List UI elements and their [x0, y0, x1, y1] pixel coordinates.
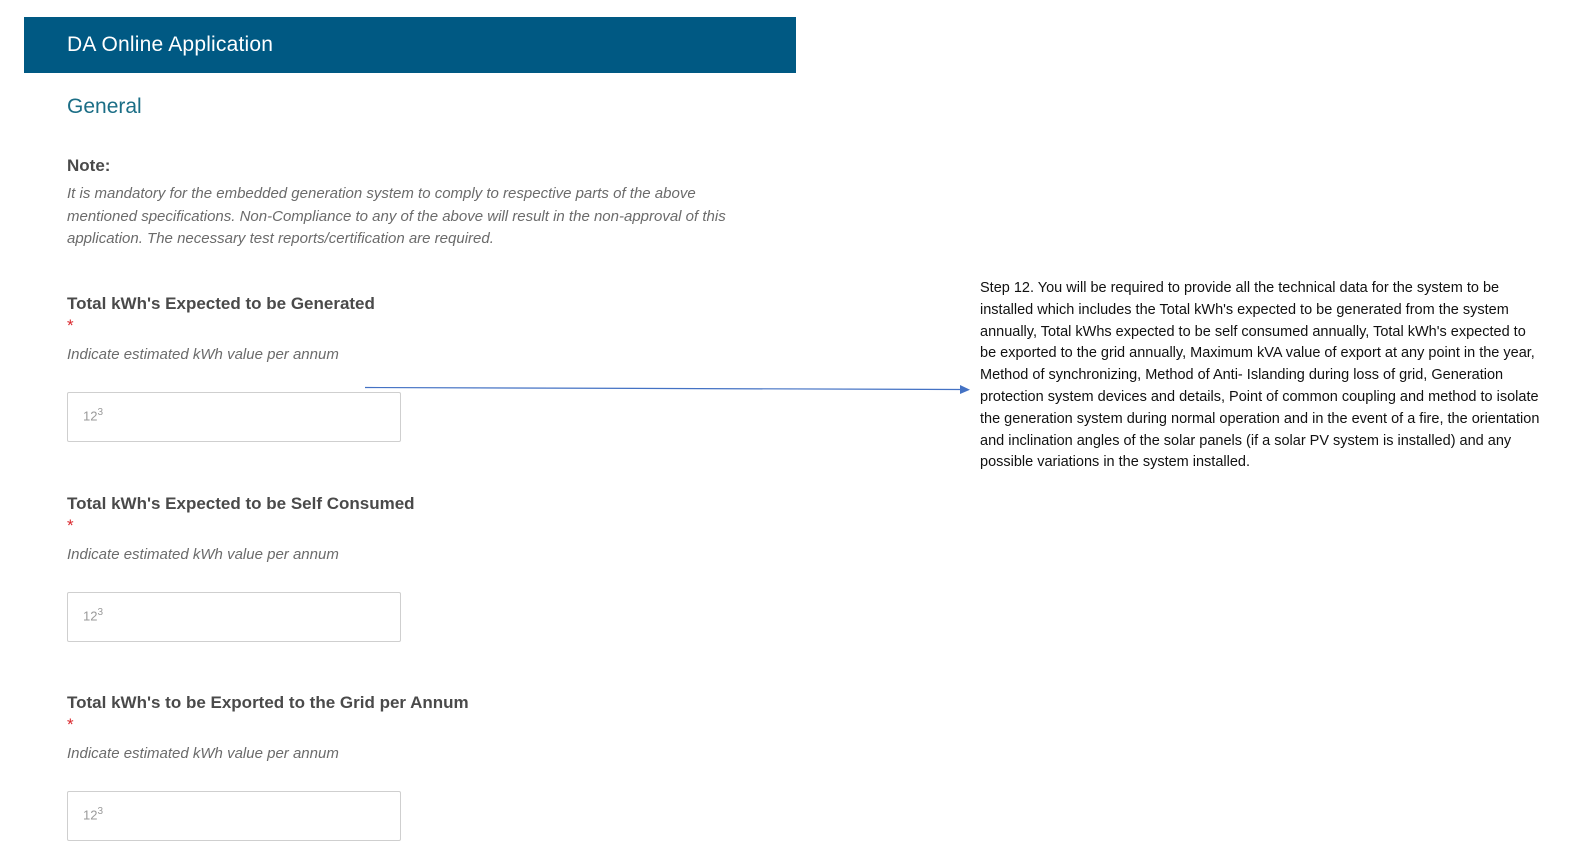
step-callout-text: Step 12. You will be required to provide all the technical data for the system to be installed which includes the Total kWh's expected to be generated from the system annually, Total kWhs expected to be self consumed annually, Total kWh's expected to be exported to the grid annually, Maximum kVA value of export at any point in the year, Method of synchronizing, Method of Anti- Islanding during loss of grid, Generation protection system devices and details, Point of common coupling and method to isolate the generation system during normal operation and in the event of a fire, the orientation and inclination angles of the solar panels (if a solar PV system is installed) and any possible variations in the system installed.	[980, 280, 1540, 471]
arrow-line	[365, 388, 960, 390]
required-indicator: *	[67, 316, 74, 335]
app-header	[24, 17, 796, 73]
kwh-self-consumed-input[interactable]	[67, 592, 401, 642]
field-label: Total kWh's to be Exported to the Grid per Annum	[67, 693, 469, 712]
field-hint: Indicate estimated kWh value per annum	[67, 346, 339, 363]
arrow-head	[960, 385, 970, 394]
number-icon: $12^3$	[83, 407, 104, 424]
note-text: It is mandatory for the embedded generation system to comply to respective parts of the above mentioned specifications. Non-Compliance to any of the above will result in the non-approval of this application. The necessary test reports/certification are required.	[67, 185, 726, 247]
number-icon: $12^3$	[83, 607, 104, 624]
required-indicator: *	[67, 715, 74, 734]
app-title: DA Online Application	[67, 33, 274, 56]
field-hint: Indicate estimated kWh value per annum	[67, 546, 339, 563]
number-icon: $12^3$	[83, 806, 104, 823]
field-label: Total kWh's Expected to be Generated	[67, 294, 375, 313]
kwh-exported-input[interactable]	[67, 791, 401, 841]
field-label: Total kWh's Expected to be Self Consumed	[67, 494, 415, 513]
field-kwh-self-consumed	[67, 494, 415, 624]
section-title: General	[67, 95, 142, 118]
field-kwh-generated	[67, 294, 375, 424]
required-indicator: *	[67, 516, 74, 535]
note-heading: Note:	[67, 156, 111, 175]
callout-arrow	[360, 380, 975, 400]
field-hint: Indicate estimated kWh value per annum	[67, 745, 339, 762]
kwh-generated-input[interactable]	[67, 392, 401, 442]
field-kwh-exported	[67, 693, 469, 823]
